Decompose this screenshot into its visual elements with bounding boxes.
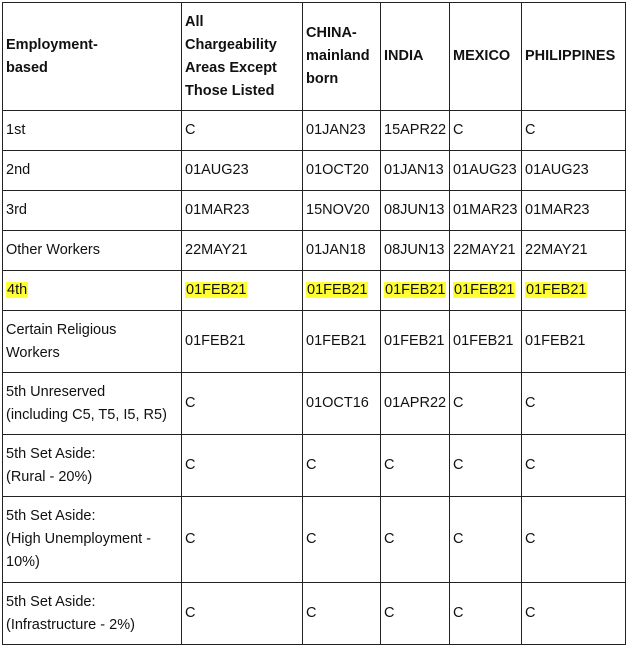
row-label: 5th Set Aside: (Infrastructure - 2%) (3, 583, 182, 645)
cell-value: 01AUG23 (182, 151, 303, 191)
table-row (3, 497, 626, 583)
cell-value: C (303, 497, 381, 583)
cell-value: 01MAR23 (450, 191, 522, 231)
cell-value: 01MAR23 (522, 191, 626, 231)
cell-value (522, 271, 626, 311)
highlighted-text: 4th (7, 282, 28, 298)
cell-value: 08JUN13 (381, 231, 450, 271)
highlighted-text: 01FEB21 (526, 282, 587, 298)
cell-value: C (522, 497, 626, 583)
highlighted-text: 01FEB21 (454, 282, 515, 298)
cell-value: 22MAY21 (182, 231, 303, 271)
cell-value: C (522, 435, 626, 497)
cell-value: 01FEB21 (522, 311, 626, 373)
cell-value: 01FEB21 (303, 311, 381, 373)
cell-value: 01FEB21 (182, 311, 303, 373)
highlighted-text: 01FEB21 (307, 282, 368, 298)
row-label: 3rd (3, 191, 182, 231)
cell-value: 01JAN13 (381, 151, 450, 191)
cell-value: C (182, 583, 303, 645)
cell-value: C (182, 111, 303, 151)
cell-value: C (381, 435, 450, 497)
cell-value: 01JAN18 (303, 231, 381, 271)
cell-value: C (381, 583, 450, 645)
table-row (3, 311, 626, 373)
cell-value (303, 271, 381, 311)
cell-value (450, 271, 522, 311)
visa-bulletin-table (2, 2, 626, 645)
cell-value: 01AUG23 (450, 151, 522, 191)
cell-value: C (381, 497, 450, 583)
table-row (3, 111, 626, 151)
cell-value: 01APR22 (381, 373, 450, 435)
cell-value: 22MAY21 (522, 231, 626, 271)
row-label: 1st (3, 111, 182, 151)
cell-value: C (522, 111, 626, 151)
cell-value: C (450, 435, 522, 497)
cell-value: 01FEB21 (450, 311, 522, 373)
cell-value: 01FEB21 (381, 311, 450, 373)
cell-value: C (182, 373, 303, 435)
cell-value: 15NOV20 (303, 191, 381, 231)
cell-value (381, 271, 450, 311)
cell-value: 01OCT16 (303, 373, 381, 435)
header-all-chargeability: All Chargeability Areas Except Those Listed (182, 3, 303, 111)
cell-value: C (522, 583, 626, 645)
cell-value: 08JUN13 (381, 191, 450, 231)
row-label: 5th Set Aside: (High Unemployment - 10%) (3, 497, 182, 583)
row-label: Certain Religious Workers (3, 311, 182, 373)
header-china: CHINA- mainland born (303, 3, 381, 111)
row-label (3, 271, 182, 311)
cell-value: C (522, 373, 626, 435)
cell-value: C (182, 435, 303, 497)
table-row (3, 435, 626, 497)
header-india: INDIA (381, 3, 450, 111)
highlighted-text: 01FEB21 (186, 282, 247, 298)
cell-value: C (303, 435, 381, 497)
cell-value: 15APR22 (381, 111, 450, 151)
cell-value: C (450, 111, 522, 151)
cell-value: 01AUG23 (522, 151, 626, 191)
cell-value: C (450, 373, 522, 435)
table-row (3, 231, 626, 271)
row-label: 5th Unreserved (including C5, T5, I5, R5) (3, 373, 182, 435)
table-row (3, 191, 626, 231)
table-row-highlighted (3, 271, 626, 311)
cell-value: C (182, 497, 303, 583)
row-label: 5th Set Aside: (Rural - 20%) (3, 435, 182, 497)
cell-value: 01OCT20 (303, 151, 381, 191)
cell-value (182, 271, 303, 311)
highlighted-text: 01FEB21 (385, 282, 446, 298)
cell-value: C (450, 497, 522, 583)
row-label: 2nd (3, 151, 182, 191)
cell-value: 01MAR23 (182, 191, 303, 231)
header-row (3, 3, 626, 111)
cell-value: C (450, 583, 522, 645)
header-employment-based: Employment- based (3, 3, 182, 111)
cell-value: 01JAN23 (303, 111, 381, 151)
row-label: Other Workers (3, 231, 182, 271)
table-row (3, 151, 626, 191)
table-row (3, 373, 626, 435)
cell-value: C (303, 583, 381, 645)
header-philippines: PHILIPPINES (522, 3, 626, 111)
header-mexico: MEXICO (450, 3, 522, 111)
cell-value: 22MAY21 (450, 231, 522, 271)
table-row (3, 583, 626, 645)
